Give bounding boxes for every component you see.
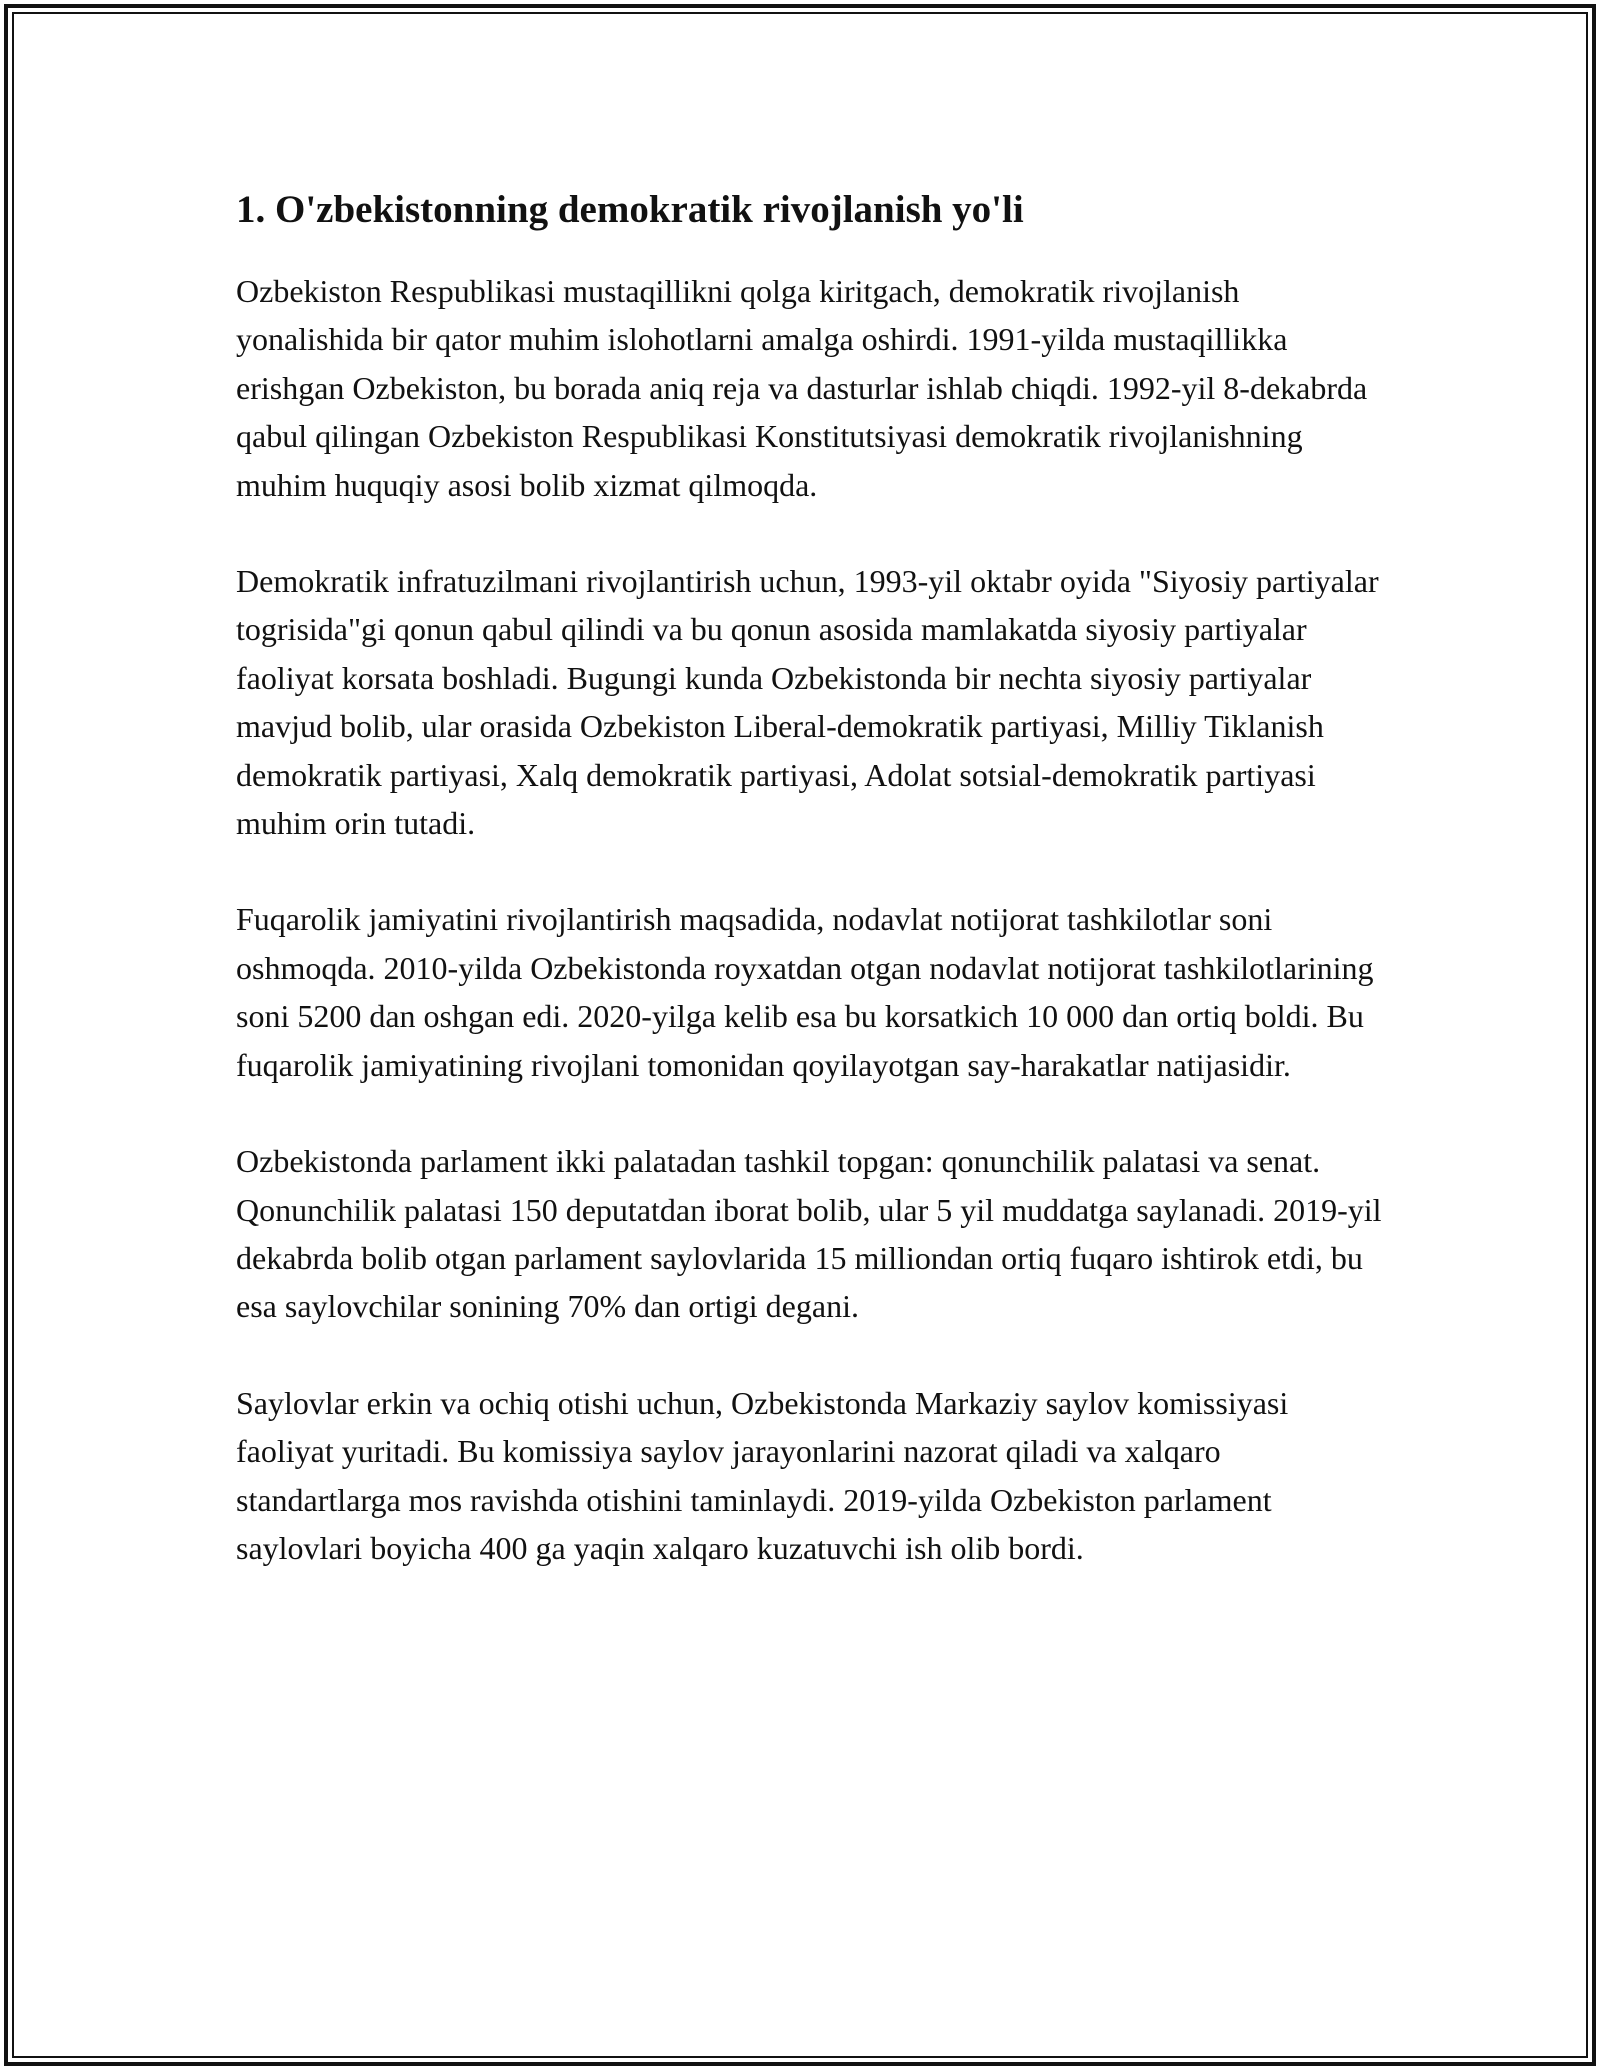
document-title: 1. O'zbekistonning demokratik rivojlanish yo'li (236, 188, 1024, 231)
paragraph-3: Fuqarolik jamiyatini rivojlantirish maqsadida, nodavlat notijorat tashkilotlar soni oshmoqda. 2010-yilda Ozbekistonda royxatdan otgan nodavlat notijorat tashkilotlarining soni 5200 dan oshgan edi. 2020-yilga kelib esa bu korsatkich 10 000 dan ortiq boldi. Bu fuqarolik jamiyatining rivojlani tomonidan qoyilayotgan say-harakatlar natijasidir. (236, 901, 1374, 1083)
paragraph-1: Ozbekiston Respublikasi mustaqillikni qolga kiritgach, demokratik rivojlanish yonalishida bir qator muhim islohotlarni amalga oshirdi. 1991-yilda mustaqillikka erishgan Ozbekiston, bu borada aniq reja va dasturlar ishlab chiqdi. 1992-yil 8-dekabrda qabul qilingan Ozbekiston Respublikasi Konstitutsiyasi demokratik rivojlanishning muhim huquqiy asosi bolib xizmat qilmoqda. (236, 273, 1368, 503)
paragraph-4: Ozbekistonda parlament ikki palatadan tashkil topgan: qonunchilik palatasi va senat. Qonunchilik palatasi 150 deputatdan iborat bolib, ular 5 yil muddatga saylanadi. 2019-yil dekabrda bolib otgan parlament saylovlarida 15 milliondan ortiq fuqaro ishtirok etdi, bu esa saylovchilar sonining 70% dan ortigi degani. (236, 1143, 1382, 1325)
paragraph-5: Saylovlar erkin va ochiq otishi uchun, Ozbekistonda Markaziy saylov komissiyasi faoliyat yuritadi. Bu komissiya saylov jarayonlarini nazorat qiladi va xalqaro standartlarga mos ravishda otishini taminlaydi. 2019-yilda Ozbekiston parlament saylovlari boyicha 400 ga yaqin xalqaro kuzatuvchi ish olib bordi. (236, 1384, 1289, 1566)
paragraph-2: Demokratik infratuzilmani rivojlantirish uchun, 1993-yil oktabr oyida "Siyosiy partiyalar togrisida"gi qonun qabul qilindi va bu qonun asosida mamlakatda siyosiy partiyalar faoliyat korsata boshladi. Bugungi kunda Ozbekistonda bir nechta siyosiy partiyalar mavjud bolib, ular orasida Ozbekiston Liberal-demokratik partiyasi, Milliy Tiklanish demokratik partiyasi, Xalq demokratik partiyasi, Adolat sotsial-demokratik partiyasi muhim orin tutadi. (236, 563, 1379, 842)
document-body (236, 185, 1386, 1572)
